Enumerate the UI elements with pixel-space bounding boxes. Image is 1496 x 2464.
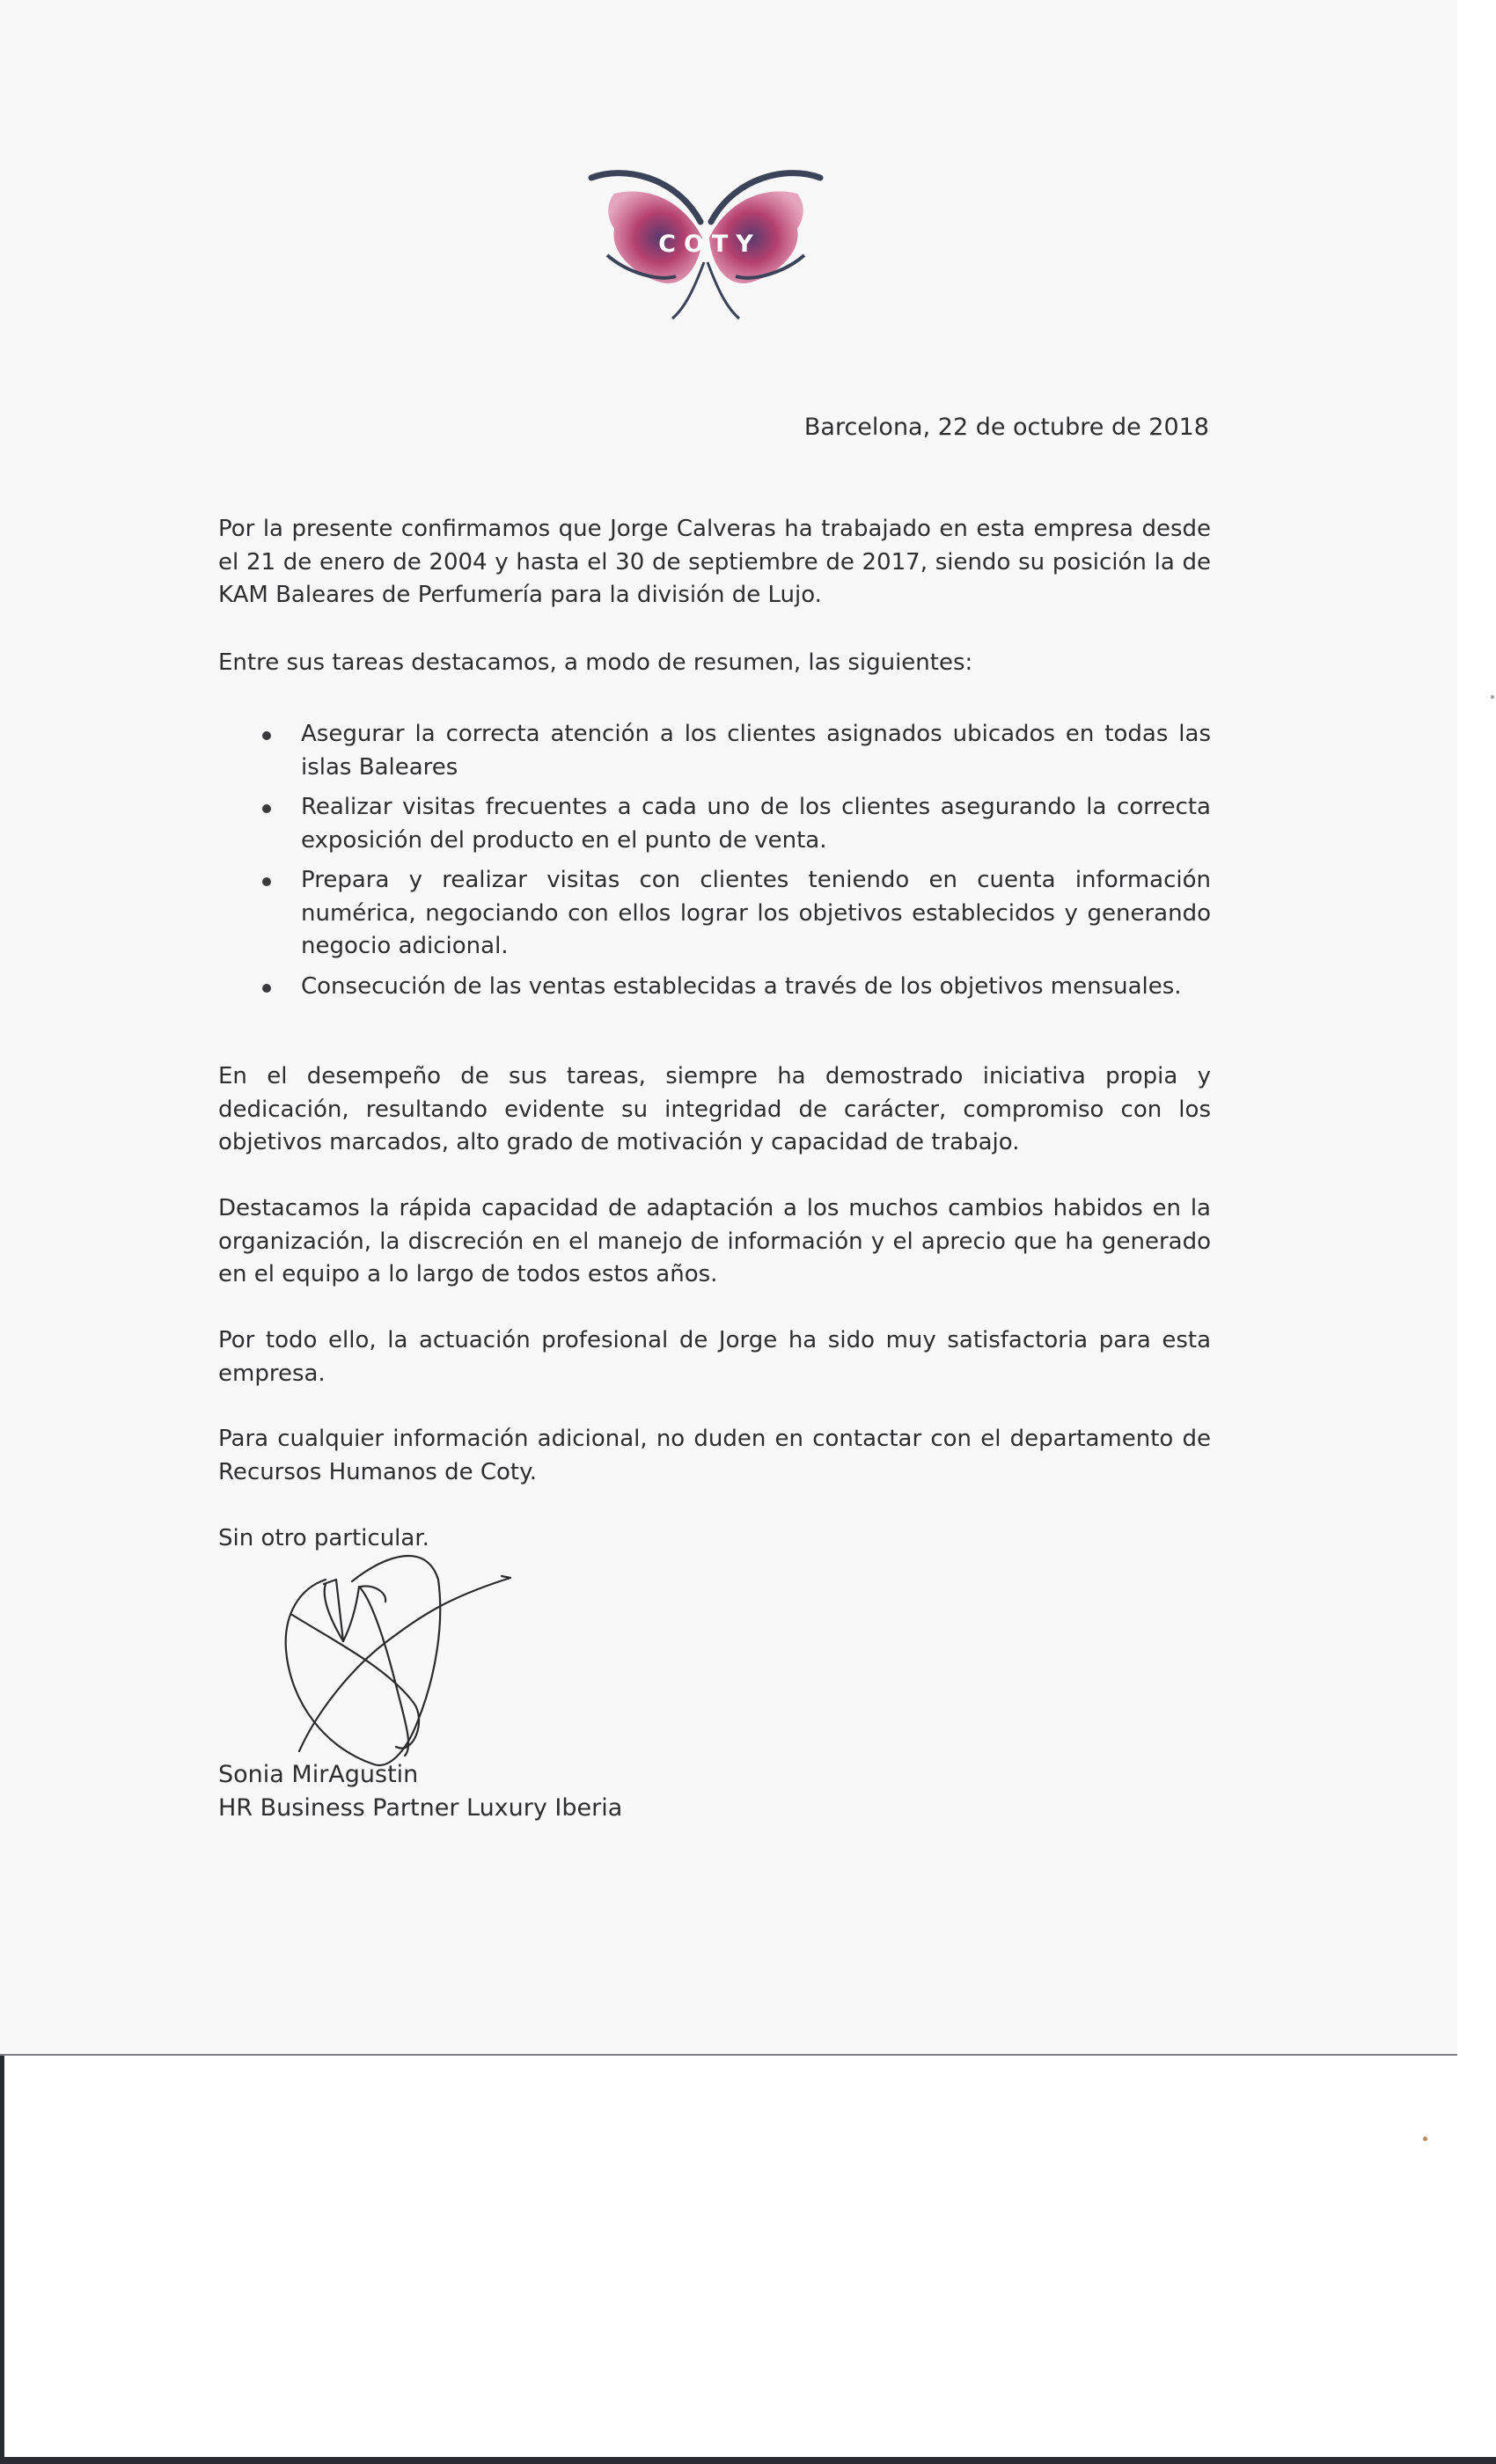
bullet-icon	[262, 984, 271, 993]
paragraph-employment: Por la presente confirmamos que Jorge Calveras ha trabajado en esta empresa desde el 21 de enero de 2004 y hasta el 30 de septiembre de 2017, siendo su posición la de KAM Baleares de Perfumería para la división de Lujo.	[218, 516, 1211, 608]
closing-line: Sin otro particular.	[218, 1525, 429, 1551]
coty-logo	[588, 167, 824, 322]
list-item	[218, 791, 1211, 857]
scanner-edge-bottom	[0, 2457, 1496, 2464]
list-item	[218, 718, 1211, 784]
list-item	[218, 864, 1211, 964]
paragraph-conclusion: Por todo ello, la actuación profesional de Jorge ha sido muy satisfactoria para esta empresa.	[218, 1327, 1211, 1387]
scan-margin	[1457, 0, 1496, 2054]
paragraph-performance: En el desempeño de sus tareas, siempre ha demostrado iniciativa propia y dedicación, resultando evidente su integridad de carácter, compromiso con los objetivos marcados, alto grado de motivación y capacidad de trabajo.	[218, 1063, 1211, 1155]
paragraph-contact: Para cualquier información adicional, no duden en contactar con el departamento de Recursos Humanos de Coty.	[218, 1426, 1211, 1485]
signature-icon	[273, 1544, 519, 1782]
handwritten-signature	[273, 1544, 519, 1782]
paragraph-adaptation: Destacamos la rápida capacidad de adaptación a los muchos cambios habidos en la organización, la discreción en el manejo de información y el aprecio que ha generado en el equipo a lo largo de todos estos años.	[218, 1195, 1211, 1287]
signer-title: HR Business Partner Luxury Iberia	[218, 1794, 623, 1822]
tasks-list	[218, 718, 1211, 1010]
letter-date: Barcelona, 22 de octubre de 2018	[803, 414, 1209, 441]
bullet-icon	[262, 804, 271, 813]
bullet-icon	[262, 877, 271, 886]
task-text: Realizar visitas frecuentes a cada uno de los clientes asegurando la correcta exposición del producto en el punto de venta.	[301, 794, 1211, 854]
scanner-edge-left	[0, 2056, 4, 2464]
task-text: Asegurar la correcta atención a los clientes asignados ubicados en todas las islas Baleares	[301, 721, 1211, 781]
scan-speck	[1423, 2137, 1427, 2141]
task-text: Consecución de las ventas establecidas a través de los objetivos mensuales.	[301, 972, 1182, 1000]
logo-wordmark: COTY	[658, 231, 761, 258]
paragraph-tasks-intro: Entre sus tareas destacamos, a modo de resumen, las siguientes:	[218, 649, 973, 676]
signer-name: Sonia MirAgustin	[218, 1761, 419, 1788]
scan-speck	[1491, 695, 1494, 699]
list-item	[218, 971, 1211, 1004]
task-text: Prepara y realizar visitas con clientes teniendo en cuenta información numérica, negociando con ellos lograr los objetivos establecidos y generando negocio adicional.	[301, 867, 1211, 959]
bullet-icon	[262, 731, 271, 740]
